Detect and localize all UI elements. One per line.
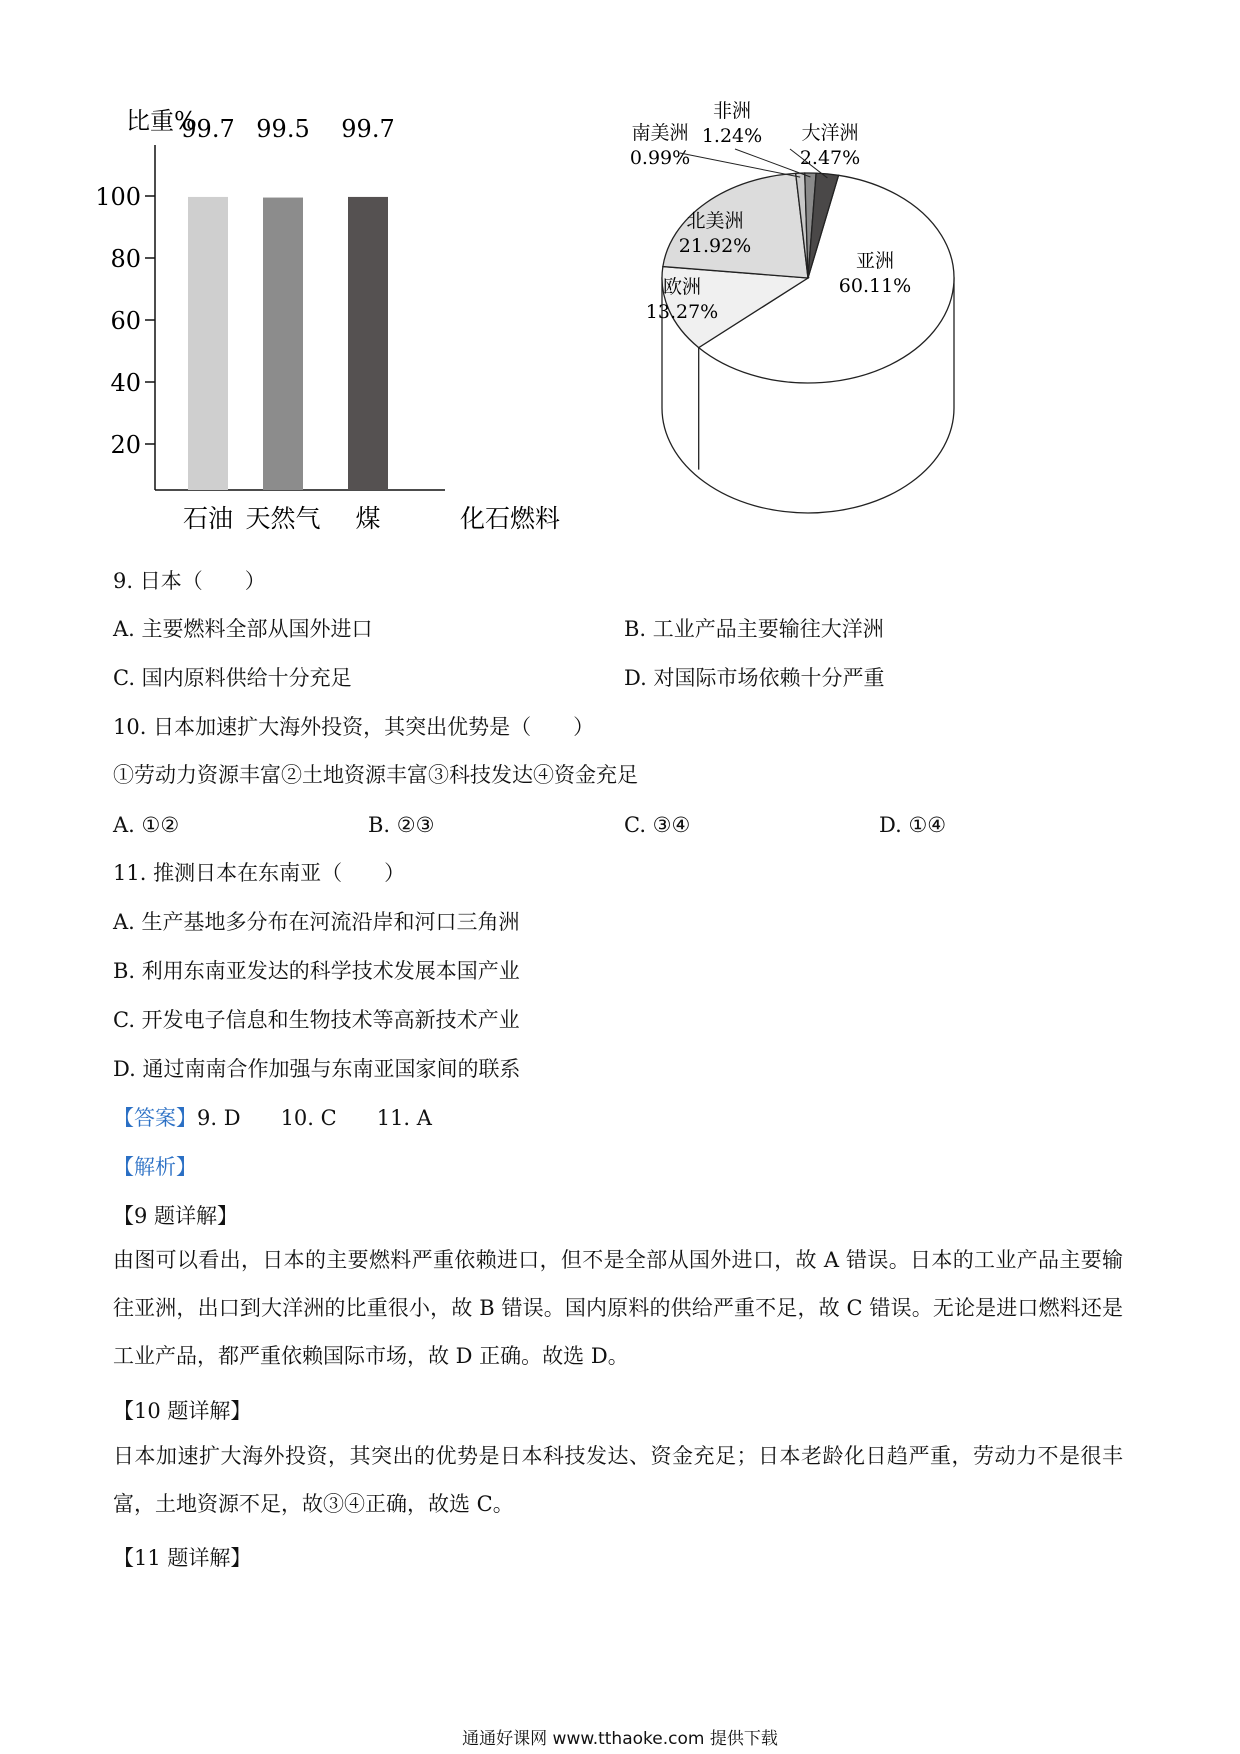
pie-label: 非洲	[712, 100, 752, 122]
q10-option-a: A. ①②	[113, 813, 180, 837]
bar-category-label: 煤	[355, 504, 381, 533]
bar-category-label: 天然气	[245, 504, 321, 533]
pie-value-label: 0.99%	[629, 147, 691, 169]
pie-value-label: 2.47%	[799, 147, 861, 169]
bar-chart-ytick-label: 40	[110, 369, 141, 397]
q10-option-c: C. ③④	[624, 813, 691, 837]
bar-chart-ytick-label: 20	[110, 431, 141, 459]
q9-option-b: B. 工业产品主要输往大洋洲	[624, 617, 884, 641]
pie-label: 大洋洲	[801, 122, 859, 144]
answer-tag: 【答案】	[113, 1106, 197, 1130]
export-destination-pie-chart	[629, 100, 1000, 505]
bar-value-label: 99.7	[341, 115, 395, 143]
bar-2	[263, 198, 303, 490]
pie-value-label: 13.27%	[645, 301, 719, 323]
bar-value-label: 99.5	[256, 115, 310, 143]
pie-value-label: 1.24%	[701, 125, 763, 147]
q10-detail-text: 日本加速扩大海外投资，其突出的优势是日本科技发达、资金充足；日本老龄化日趋严重，劳动力不是很丰富，土地资源不足，故③④正确，故选 C。	[113, 1444, 1123, 1516]
bar-chart-ytick-label: 80	[110, 245, 141, 273]
q9-option-c: C. 国内原料供给十分充足	[113, 666, 352, 690]
q11-option-a: A. 生产基地多分布在河流沿岸和河口三角洲	[113, 910, 520, 934]
bar-chart-ytick-label: 100	[95, 183, 141, 211]
bar-chart-ylabel: 比重%	[126, 107, 197, 135]
pie-label: 欧洲	[662, 276, 702, 298]
q10-option-d: D. ①④	[879, 813, 947, 837]
q10-option-b: B. ②③	[368, 813, 435, 837]
pie-label: 亚洲	[855, 250, 895, 272]
q11-option-d: D. 通过南南合作加强与东南亚国家间的联系	[113, 1057, 521, 1081]
bar-chart-xlabel: 化石燃料	[460, 504, 561, 533]
bar-value-label: 99.7	[181, 115, 235, 143]
answer-9: 9. D	[197, 1106, 241, 1130]
q11-option-c: C. 开发电子信息和生物技术等高新技术产业	[113, 1008, 520, 1032]
q9-option-a: A. 主要燃料全部从国外进口	[113, 617, 373, 641]
bar-chart-ytick-label: 60	[110, 307, 141, 335]
bar-category-label: 石油	[182, 504, 234, 533]
q11-detail-heading: 【11 题详解】	[113, 1546, 252, 1570]
answer-line	[113, 1103, 432, 1133]
pie-leader-line	[680, 153, 800, 177]
bar-1	[188, 197, 228, 490]
q10-detail-heading: 【10 题详解】	[113, 1399, 252, 1423]
page-footer: 通通好课网 www.tthaoke.com 提供下载	[462, 1729, 778, 1749]
q10-stem: 10. 日本加速扩大海外投资，其突出优势是（ ）	[113, 715, 595, 739]
q9-option-d: D. 对国际市场依赖十分严重	[624, 666, 885, 690]
q11-stem: 11. 推测日本在东南亚（ ）	[113, 861, 406, 885]
q9-detail-heading: 【9 题详解】	[113, 1204, 239, 1228]
q10-items: ①劳动力资源丰富②土地资源丰富③科技发达④资金充足	[113, 763, 638, 787]
q11-option-b: B. 利用东南亚发达的科学技术发展本国产业	[113, 959, 520, 983]
fuel-import-bar-chart	[95, 95, 580, 535]
q9-detail-text: 由图可以看出，日本的主要燃料严重依赖进口，但不是全部从国外进口，故 A 错误。日本的工业产品主要输往亚洲，出口到大洋洲的比重很小，故 B 错误。国内原料的供给严重不足，故 C 错误。无论是进口燃料还是工业产品，都严重依赖国际市场，故 D 正确。故选 D。	[113, 1248, 1123, 1368]
pie-label: 北美洲	[686, 210, 744, 232]
pie-value-label: 21.92%	[678, 235, 752, 257]
analysis-tag: 【解析】	[113, 1155, 197, 1179]
bar-3	[348, 197, 388, 490]
q9-stem: 9. 日本（ ）	[113, 569, 266, 593]
answer-10: 10. C	[280, 1106, 337, 1130]
answer-11: 11. A	[376, 1106, 432, 1130]
pie-value-label: 60.11%	[838, 275, 912, 297]
pie-label: 南美洲	[631, 122, 689, 144]
